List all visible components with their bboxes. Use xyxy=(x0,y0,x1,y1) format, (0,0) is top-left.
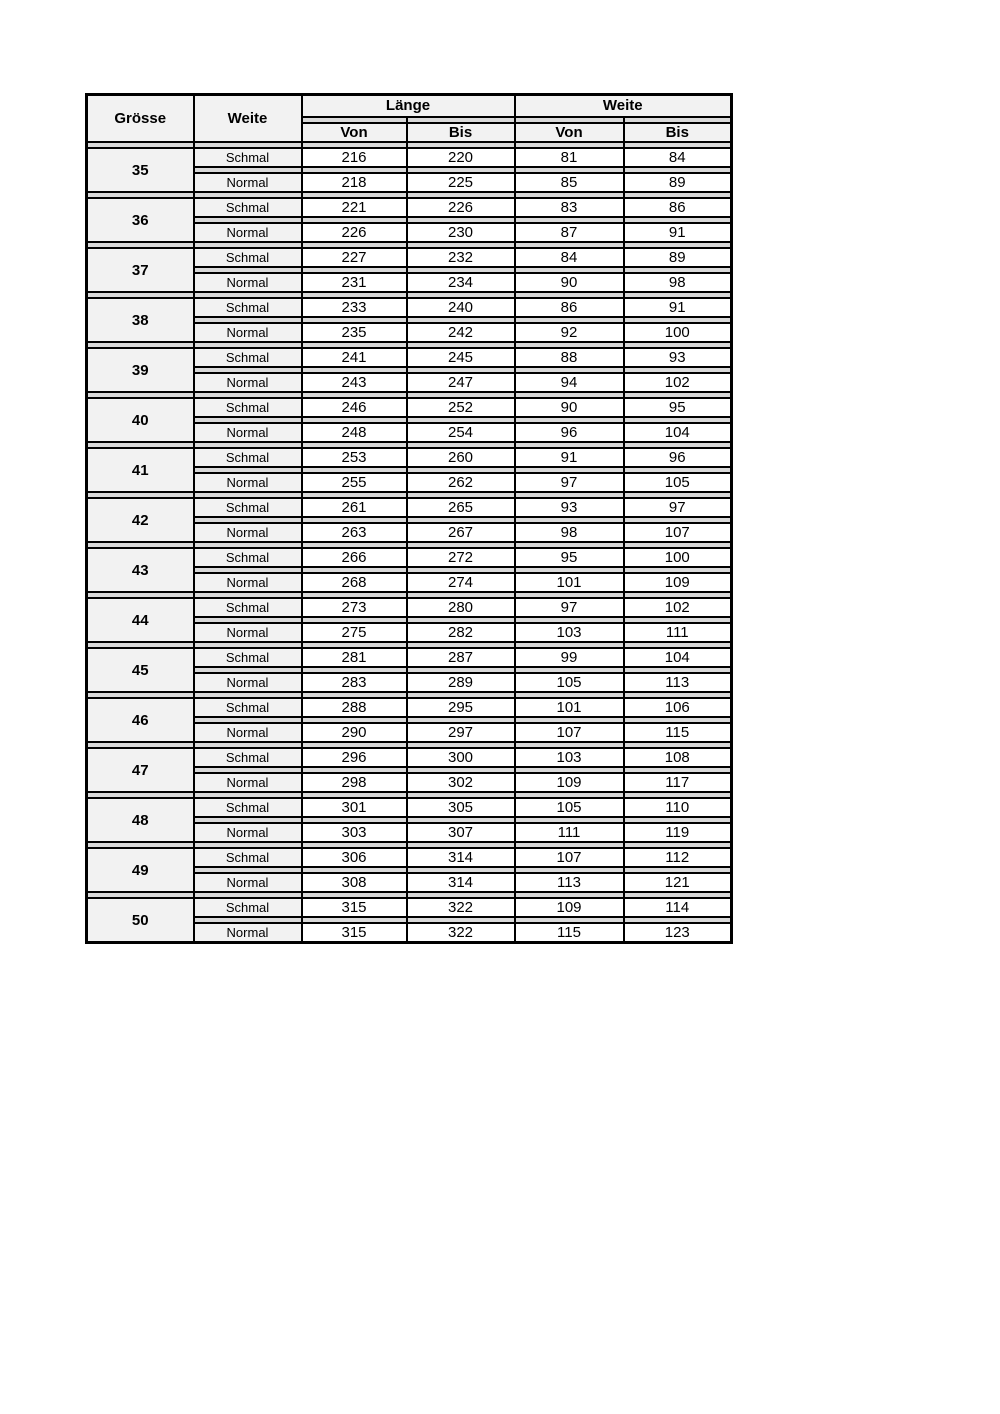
value-cell: 252 xyxy=(407,398,515,417)
value-cell: 111 xyxy=(624,623,732,642)
group-row-schmal-44 xyxy=(87,598,732,617)
weite-type-cell-normal: Normal xyxy=(194,873,302,892)
value-cell: 101 xyxy=(515,573,624,592)
value-cell: 240 xyxy=(407,298,515,317)
value-cell: 95 xyxy=(515,548,624,567)
group-row-schmal-42 xyxy=(87,498,732,517)
weite-type-cell-normal: Normal xyxy=(194,623,302,642)
weite-type-cell-schmal: Schmal xyxy=(194,698,302,717)
value-cell: 246 xyxy=(302,398,407,417)
weite-type-cell-schmal: Schmal xyxy=(194,548,302,567)
value-cell: 97 xyxy=(515,473,624,492)
value-cell: 92 xyxy=(515,323,624,342)
weite-type-cell-schmal: Schmal xyxy=(194,248,302,267)
value-cell: 109 xyxy=(515,773,624,792)
value-cell: 86 xyxy=(515,298,624,317)
value-cell: 262 xyxy=(407,473,515,492)
value-cell: 104 xyxy=(624,648,732,667)
size-cell-46: 46 xyxy=(87,698,194,742)
weite-type-cell-schmal: Schmal xyxy=(194,748,302,767)
weite-type-cell-schmal: Schmal xyxy=(194,798,302,817)
value-cell: 248 xyxy=(302,423,407,442)
value-cell: 98 xyxy=(624,273,732,292)
value-cell: 233 xyxy=(302,298,407,317)
value-cell: 85 xyxy=(515,173,624,192)
value-cell: 263 xyxy=(302,523,407,542)
weite-type-cell-normal: Normal xyxy=(194,523,302,542)
group-row-schmal-47 xyxy=(87,748,732,767)
weite-type-cell-normal: Normal xyxy=(194,573,302,592)
value-cell: 89 xyxy=(624,248,732,267)
header-laenge-von: Von xyxy=(302,123,407,142)
value-cell: 260 xyxy=(407,448,515,467)
value-cell: 274 xyxy=(407,573,515,592)
value-cell: 216 xyxy=(302,148,407,167)
size-cell-43: 43 xyxy=(87,548,194,592)
weite-type-cell-normal: Normal xyxy=(194,773,302,792)
value-cell: 282 xyxy=(407,623,515,642)
group-row-schmal-40 xyxy=(87,398,732,417)
weite-type-cell-normal: Normal xyxy=(194,223,302,242)
value-cell: 96 xyxy=(624,448,732,467)
value-cell: 93 xyxy=(515,498,624,517)
value-cell: 95 xyxy=(624,398,732,417)
group-row-schmal-48 xyxy=(87,798,732,817)
value-cell: 255 xyxy=(302,473,407,492)
weite-type-cell-schmal: Schmal xyxy=(194,198,302,217)
size-cell-44: 44 xyxy=(87,598,194,642)
weite-type-cell-schmal: Schmal xyxy=(194,148,302,167)
header-weite-group: Weite xyxy=(515,95,732,118)
value-cell: 267 xyxy=(407,523,515,542)
value-cell: 225 xyxy=(407,173,515,192)
value-cell: 234 xyxy=(407,273,515,292)
value-cell: 97 xyxy=(515,598,624,617)
value-cell: 113 xyxy=(515,873,624,892)
size-cell-45: 45 xyxy=(87,648,194,692)
value-cell: 117 xyxy=(624,773,732,792)
size-cell-40: 40 xyxy=(87,398,194,442)
value-cell: 115 xyxy=(624,723,732,742)
value-cell: 300 xyxy=(407,748,515,767)
weite-type-cell-normal: Normal xyxy=(194,473,302,492)
group-row-schmal-39 xyxy=(87,348,732,367)
value-cell: 288 xyxy=(302,698,407,717)
value-cell: 281 xyxy=(302,648,407,667)
group-row-schmal-36 xyxy=(87,198,732,217)
group-row-schmal-43 xyxy=(87,548,732,567)
size-cell-36: 36 xyxy=(87,198,194,242)
value-cell: 218 xyxy=(302,173,407,192)
value-cell: 108 xyxy=(624,748,732,767)
weite-type-cell-normal: Normal xyxy=(194,723,302,742)
table-body xyxy=(87,148,732,943)
weite-type-cell-schmal: Schmal xyxy=(194,448,302,467)
value-cell: 266 xyxy=(302,548,407,567)
value-cell: 314 xyxy=(407,848,515,867)
header-laenge-group: Länge xyxy=(302,95,515,118)
weite-type-cell-normal: Normal xyxy=(194,423,302,442)
size-cell-50: 50 xyxy=(87,898,194,943)
value-cell: 103 xyxy=(515,623,624,642)
value-cell: 115 xyxy=(515,923,624,943)
weite-type-cell-schmal: Schmal xyxy=(194,848,302,867)
value-cell: 227 xyxy=(302,248,407,267)
table-header xyxy=(87,95,732,149)
group-row-schmal-41 xyxy=(87,448,732,467)
value-cell: 104 xyxy=(624,423,732,442)
group-row-schmal-49 xyxy=(87,848,732,867)
value-cell: 272 xyxy=(407,548,515,567)
value-cell: 268 xyxy=(302,573,407,592)
header-laenge-bis: Bis xyxy=(407,123,515,142)
value-cell: 295 xyxy=(407,698,515,717)
value-cell: 315 xyxy=(302,898,407,917)
weite-type-cell-normal: Normal xyxy=(194,673,302,692)
group-row-schmal-50 xyxy=(87,898,732,917)
value-cell: 247 xyxy=(407,373,515,392)
size-cell-49: 49 xyxy=(87,848,194,892)
value-cell: 261 xyxy=(302,498,407,517)
value-cell: 226 xyxy=(302,223,407,242)
value-cell: 303 xyxy=(302,823,407,842)
weite-type-cell-schmal: Schmal xyxy=(194,898,302,917)
value-cell: 88 xyxy=(515,348,624,367)
value-cell: 289 xyxy=(407,673,515,692)
value-cell: 83 xyxy=(515,198,624,217)
size-cell-47: 47 xyxy=(87,748,194,792)
value-cell: 107 xyxy=(624,523,732,542)
value-cell: 305 xyxy=(407,798,515,817)
group-row-schmal-45 xyxy=(87,648,732,667)
value-cell: 241 xyxy=(302,348,407,367)
value-cell: 302 xyxy=(407,773,515,792)
weite-type-cell-schmal: Schmal xyxy=(194,348,302,367)
weite-type-cell-schmal: Schmal xyxy=(194,598,302,617)
value-cell: 232 xyxy=(407,248,515,267)
value-cell: 119 xyxy=(624,823,732,842)
header-groesse: Grösse xyxy=(87,95,194,143)
value-cell: 91 xyxy=(515,448,624,467)
value-cell: 283 xyxy=(302,673,407,692)
value-cell: 273 xyxy=(302,598,407,617)
size-cell-41: 41 xyxy=(87,448,194,492)
value-cell: 105 xyxy=(624,473,732,492)
value-cell: 91 xyxy=(624,223,732,242)
size-cell-42: 42 xyxy=(87,498,194,542)
group-row-schmal-35 xyxy=(87,148,732,167)
value-cell: 91 xyxy=(624,298,732,317)
value-cell: 100 xyxy=(624,323,732,342)
value-cell: 308 xyxy=(302,873,407,892)
value-cell: 105 xyxy=(515,798,624,817)
value-cell: 297 xyxy=(407,723,515,742)
value-cell: 94 xyxy=(515,373,624,392)
size-cell-35: 35 xyxy=(87,148,194,192)
value-cell: 109 xyxy=(624,573,732,592)
value-cell: 221 xyxy=(302,198,407,217)
value-cell: 123 xyxy=(624,923,732,943)
value-cell: 86 xyxy=(624,198,732,217)
header-weite-von: Von xyxy=(515,123,624,142)
value-cell: 81 xyxy=(515,148,624,167)
value-cell: 231 xyxy=(302,273,407,292)
value-cell: 226 xyxy=(407,198,515,217)
group-row-schmal-37 xyxy=(87,248,732,267)
header-weite-bis: Bis xyxy=(624,123,732,142)
value-cell: 253 xyxy=(302,448,407,467)
value-cell: 90 xyxy=(515,273,624,292)
value-cell: 287 xyxy=(407,648,515,667)
header-row-groups xyxy=(87,95,732,118)
value-cell: 245 xyxy=(407,348,515,367)
value-cell: 322 xyxy=(407,898,515,917)
size-cell-37: 37 xyxy=(87,248,194,292)
value-cell: 109 xyxy=(515,898,624,917)
weite-type-cell-schmal: Schmal xyxy=(194,298,302,317)
value-cell: 84 xyxy=(624,148,732,167)
value-cell: 100 xyxy=(624,548,732,567)
value-cell: 322 xyxy=(407,923,515,943)
value-cell: 254 xyxy=(407,423,515,442)
value-cell: 280 xyxy=(407,598,515,617)
value-cell: 315 xyxy=(302,923,407,943)
value-cell: 103 xyxy=(515,748,624,767)
weite-type-cell-normal: Normal xyxy=(194,373,302,392)
value-cell: 242 xyxy=(407,323,515,342)
size-cell-38: 38 xyxy=(87,298,194,342)
value-cell: 230 xyxy=(407,223,515,242)
value-cell: 265 xyxy=(407,498,515,517)
value-cell: 98 xyxy=(515,523,624,542)
size-cell-48: 48 xyxy=(87,798,194,842)
value-cell: 290 xyxy=(302,723,407,742)
value-cell: 97 xyxy=(624,498,732,517)
value-cell: 102 xyxy=(624,373,732,392)
weite-type-cell-schmal: Schmal xyxy=(194,398,302,417)
value-cell: 90 xyxy=(515,398,624,417)
size-cell-39: 39 xyxy=(87,348,194,392)
size-chart-table xyxy=(85,93,733,944)
value-cell: 102 xyxy=(624,598,732,617)
value-cell: 235 xyxy=(302,323,407,342)
value-cell: 111 xyxy=(515,823,624,842)
group-row-schmal-46 xyxy=(87,698,732,717)
header-weite: Weite xyxy=(194,95,302,143)
weite-type-cell-normal: Normal xyxy=(194,823,302,842)
value-cell: 84 xyxy=(515,248,624,267)
value-cell: 314 xyxy=(407,873,515,892)
value-cell: 87 xyxy=(515,223,624,242)
value-cell: 89 xyxy=(624,173,732,192)
value-cell: 121 xyxy=(624,873,732,892)
value-cell: 114 xyxy=(624,898,732,917)
value-cell: 105 xyxy=(515,673,624,692)
value-cell: 275 xyxy=(302,623,407,642)
value-cell: 110 xyxy=(624,798,732,817)
weite-type-cell-normal: Normal xyxy=(194,923,302,943)
value-cell: 220 xyxy=(407,148,515,167)
weite-type-cell-schmal: Schmal xyxy=(194,498,302,517)
value-cell: 113 xyxy=(624,673,732,692)
value-cell: 243 xyxy=(302,373,407,392)
value-cell: 301 xyxy=(302,798,407,817)
value-cell: 306 xyxy=(302,848,407,867)
value-cell: 93 xyxy=(624,348,732,367)
weite-type-cell-schmal: Schmal xyxy=(194,648,302,667)
value-cell: 298 xyxy=(302,773,407,792)
weite-type-cell-normal: Normal xyxy=(194,173,302,192)
value-cell: 107 xyxy=(515,848,624,867)
value-cell: 96 xyxy=(515,423,624,442)
group-row-schmal-38 xyxy=(87,298,732,317)
value-cell: 107 xyxy=(515,723,624,742)
weite-type-cell-normal: Normal xyxy=(194,273,302,292)
value-cell: 307 xyxy=(407,823,515,842)
value-cell: 99 xyxy=(515,648,624,667)
value-cell: 296 xyxy=(302,748,407,767)
weite-type-cell-normal: Normal xyxy=(194,323,302,342)
value-cell: 106 xyxy=(624,698,732,717)
value-cell: 101 xyxy=(515,698,624,717)
value-cell: 112 xyxy=(624,848,732,867)
